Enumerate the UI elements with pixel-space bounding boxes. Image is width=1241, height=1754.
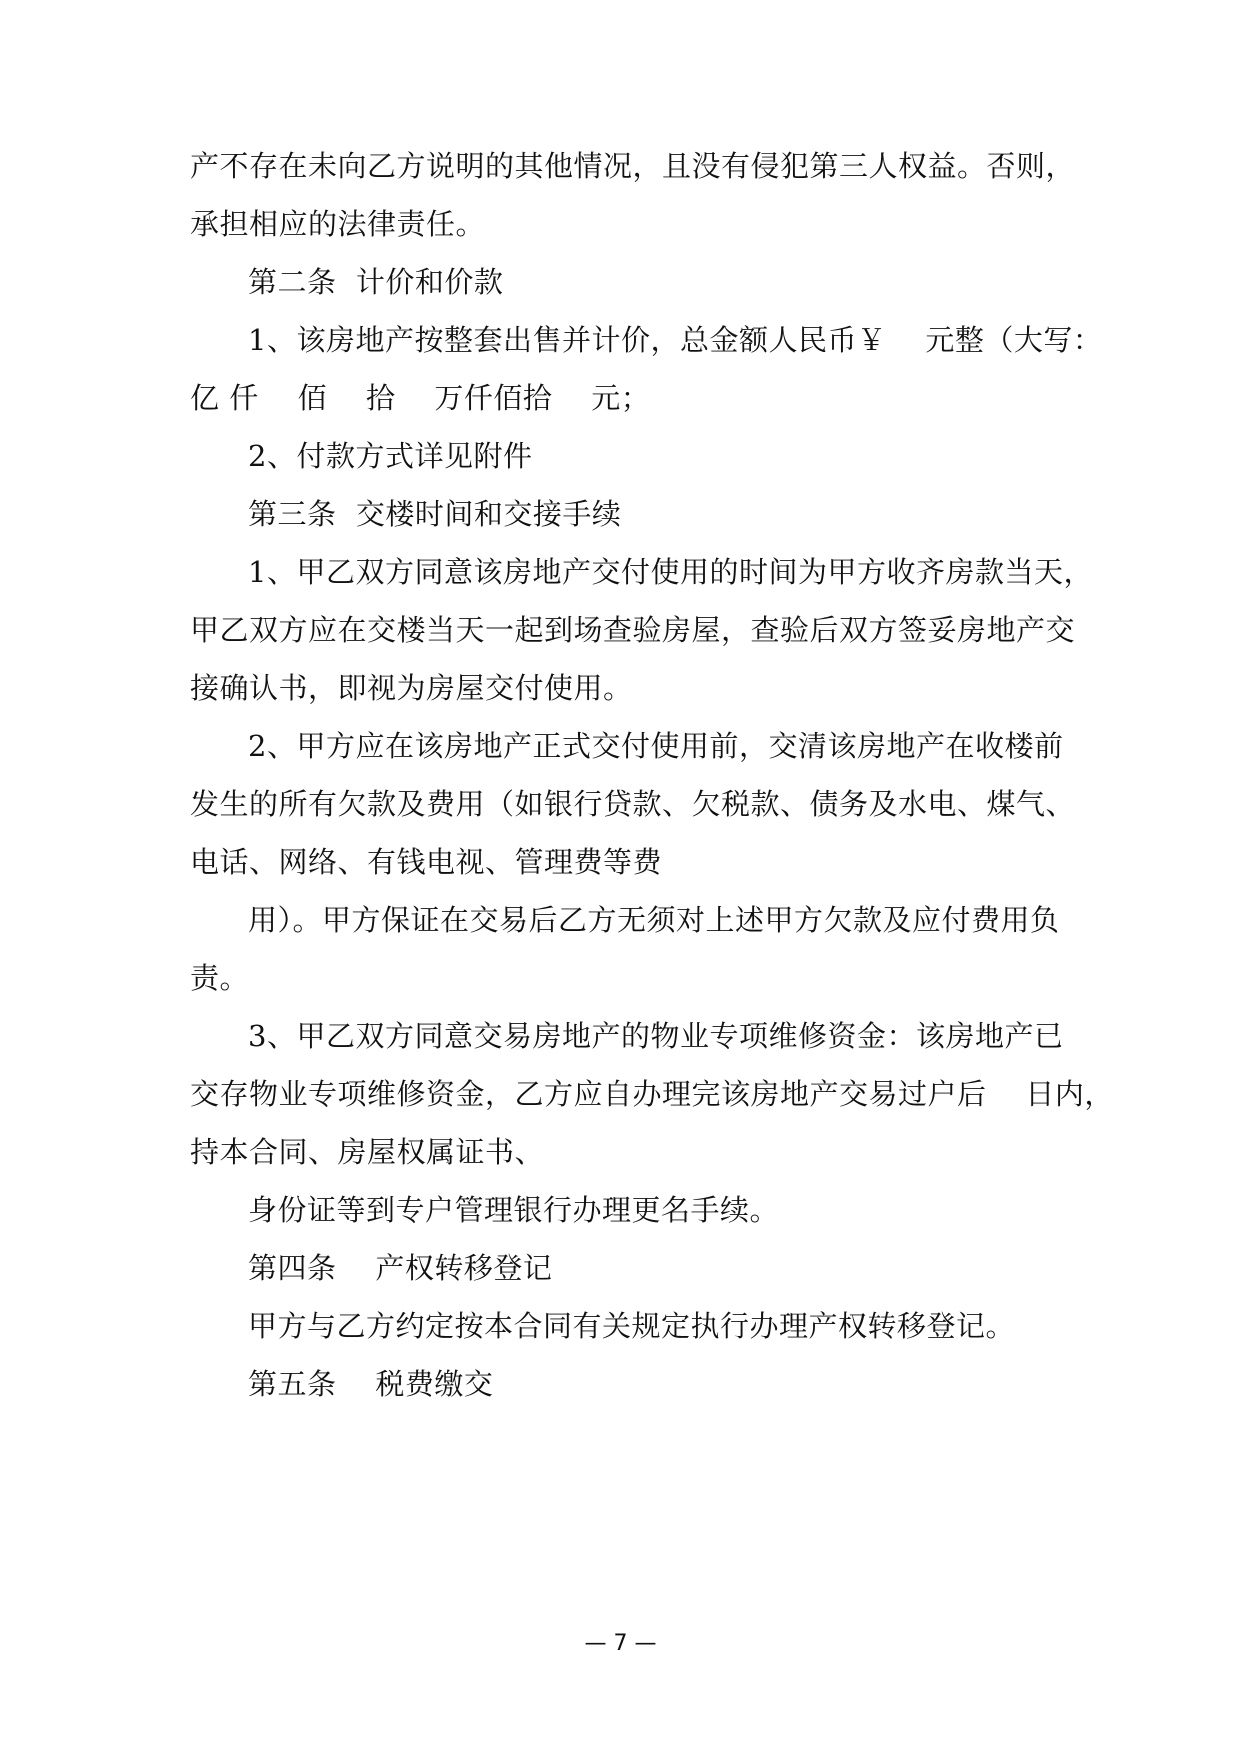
paragraph-line: 交存物业专项维修资金，乙方应自办理完该房地产交易过户后 日内， [190,1077,1114,1111]
page-number: — 7 — [584,1631,657,1656]
paragraph-line: 2、甲方应在该房地产正式交付使用前，交清该房地产在收楼前 [248,729,1064,763]
section-heading: 第五条 税费缴交 [248,1367,494,1401]
paragraph-line: 用）。甲方保证在交易后乙方无须对上述甲方欠款及应付费用负 [248,903,1060,937]
section-heading: 第三条 交楼时间和交接手续 [248,497,622,531]
paragraph-line: 产不存在未向乙方说明的其他情况，且没有侵犯第三人权益。否则， [190,149,1076,183]
section-heading: 第二条 计价和价款 [248,265,504,299]
paragraph-line: 接确认书，即视为房屋交付使用。 [190,671,633,705]
paragraph-line: 责。 [190,961,250,995]
paragraph-line: 亿 仟 佰 拾 万仟佰拾 元； [190,381,651,415]
paragraph-line: 2、付款方式详见附件 [248,439,533,473]
paragraph-line: 身份证等到专户管理银行办理更名手续。 [248,1193,780,1227]
section-heading: 第四条 产权转移登记 [248,1251,553,1285]
paragraph-line: 发生的所有欠款及费用（如银行贷款、欠税款、债务及水电、煤气、 [190,787,1076,821]
paragraph-line: 甲乙双方应在交楼当天一起到场查验房屋，查验后双方签妥房地产交 [190,613,1076,647]
paragraph-line: 3、甲乙双方同意交易房地产的物业专项维修资金：该房地产已 [248,1019,1064,1053]
paragraph-line: 1、该房地产按整套出售并计价，总金额人民币￥ 元整（大写： [248,323,1103,357]
paragraph-line: 承担相应的法律责任。 [190,207,486,241]
paragraph-line: 甲方与乙方约定按本合同有关规定执行办理产权转移登记。 [248,1309,1016,1343]
paragraph-line: 1、甲乙双方同意该房地产交付使用的时间为甲方收齐房款当天， [248,555,1093,589]
paragraph-line: 电话、网络、有钱电视、管理费等费 [190,845,663,879]
paragraph-line: 持本合同、房屋权属证书、 [190,1135,545,1169]
